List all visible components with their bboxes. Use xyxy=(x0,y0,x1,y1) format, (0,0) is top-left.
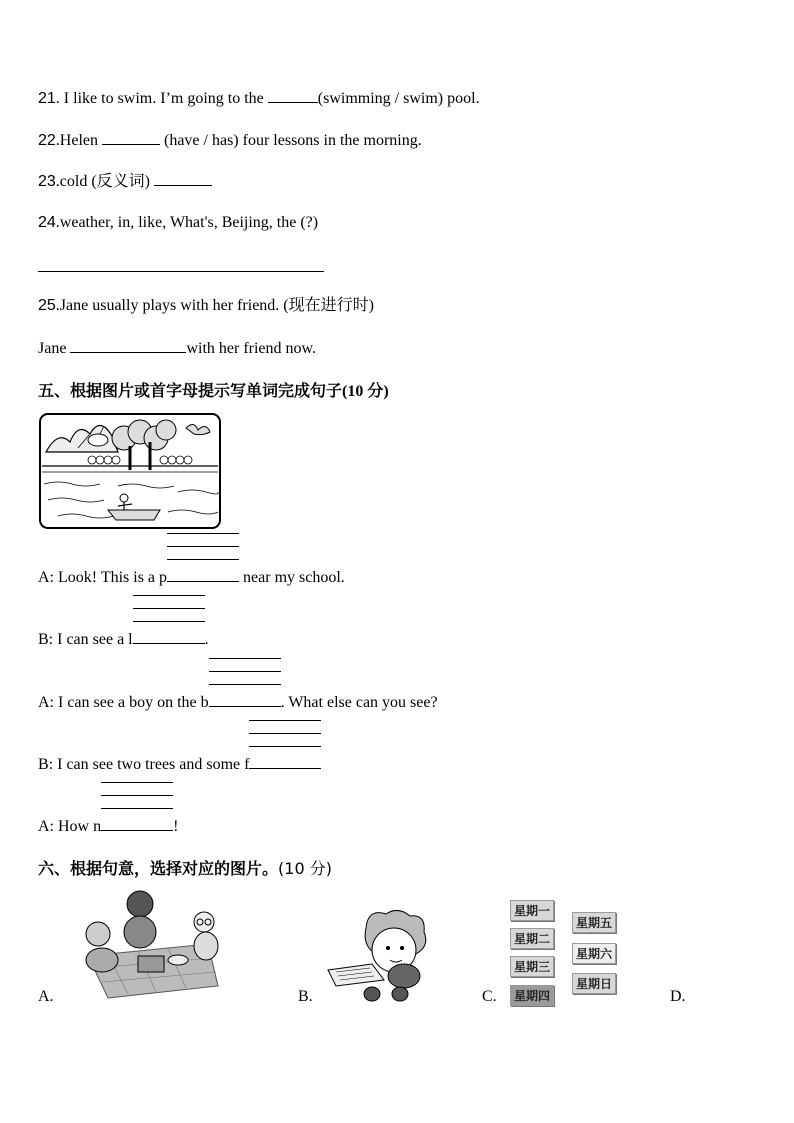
question-text: with her friend now. xyxy=(186,340,317,357)
question-text: . I like to swim. I’m going to the xyxy=(55,90,264,107)
question-25-answer xyxy=(38,338,316,359)
weekdays-picture xyxy=(508,898,628,1006)
question-23 xyxy=(38,171,212,192)
letter-answer-blank[interactable] xyxy=(133,629,205,644)
section-5-heading xyxy=(38,378,389,401)
question-24 xyxy=(38,213,318,233)
answer-blank[interactable] xyxy=(154,171,212,186)
question-text: .cold (反义词) xyxy=(55,173,151,190)
section-title: 五、根据图片或首字母提示写单词完成句子 xyxy=(38,381,343,400)
answer-blank[interactable] xyxy=(268,88,318,103)
weekday-label: 星期二 xyxy=(510,928,554,949)
question-text: (have / has) four lessons in the morning. xyxy=(164,132,422,149)
question-21 xyxy=(38,88,480,109)
dialogue-text: A: Look! This is a p xyxy=(38,569,168,586)
dialogue-text: A: How n xyxy=(38,818,102,835)
question-number: 22 xyxy=(38,132,56,149)
dialogue-text: A: I can see a boy on the b xyxy=(38,694,209,711)
option-c-label[interactable]: C. xyxy=(482,988,497,1005)
section-score: (10 分) xyxy=(342,383,389,400)
answer-blank[interactable] xyxy=(70,338,186,353)
answer-line[interactable] xyxy=(38,271,324,272)
option-b-label[interactable]: B. xyxy=(298,988,313,1005)
question-25 xyxy=(38,296,374,316)
question-text: Jane xyxy=(38,340,67,357)
weekday-label: 星期一 xyxy=(510,900,554,921)
question-number: 23 xyxy=(38,173,56,190)
dialogue-text: B: I can see two trees and some f xyxy=(38,756,250,773)
question-22 xyxy=(38,130,422,151)
dialogue-text: . xyxy=(204,631,209,648)
dialogue-line-3 xyxy=(38,692,438,713)
section-6-heading xyxy=(38,856,332,879)
letter-answer-blank[interactable] xyxy=(209,692,281,707)
answer-blank[interactable] xyxy=(102,130,160,145)
letter-answer-blank[interactable] xyxy=(249,754,321,769)
section-score: (10 分) xyxy=(278,859,332,878)
dialogue-line-4 xyxy=(38,754,321,775)
dialogue-line-2 xyxy=(38,629,209,650)
dialogue-line-1 xyxy=(38,567,345,588)
question-number: 21 xyxy=(38,90,56,107)
dialogue-text: ! xyxy=(173,818,179,835)
dialogue-line-5 xyxy=(38,816,178,837)
question-number: 24 xyxy=(38,214,56,231)
letter-answer-blank[interactable] xyxy=(101,816,173,831)
option-a-label[interactable]: A. xyxy=(38,988,54,1005)
letter-answer-blank[interactable] xyxy=(167,567,239,582)
weekday-label: 星期日 xyxy=(572,973,616,994)
picnic-children-picture xyxy=(68,886,228,1006)
weekday-label: 星期四 xyxy=(510,985,554,1006)
child-reading-picture xyxy=(326,906,436,1009)
question-text: .weather, in, like, What's, Beijing, the (?) xyxy=(55,214,319,231)
question-number: 25 xyxy=(38,297,56,314)
question-text: (swimming / swim) pool. xyxy=(317,90,480,107)
dialogue-text: B: I can see a l xyxy=(38,631,133,648)
question-text: .Helen xyxy=(55,132,98,149)
weekday-label: 星期三 xyxy=(510,956,554,977)
weekday-label: 星期五 xyxy=(572,912,616,933)
section-title: 六、根据句意，选择对应的图片。 xyxy=(38,859,279,878)
dialogue-text: . What else can you see? xyxy=(280,694,438,711)
question-text: .Jane usually plays with her friend. (现在进行时) xyxy=(55,297,374,314)
dialogue-text: near my school. xyxy=(239,569,345,586)
weekday-label: 星期六 xyxy=(572,943,616,964)
option-d-label[interactable]: D. xyxy=(670,988,686,1005)
park-river-picture xyxy=(38,412,222,535)
